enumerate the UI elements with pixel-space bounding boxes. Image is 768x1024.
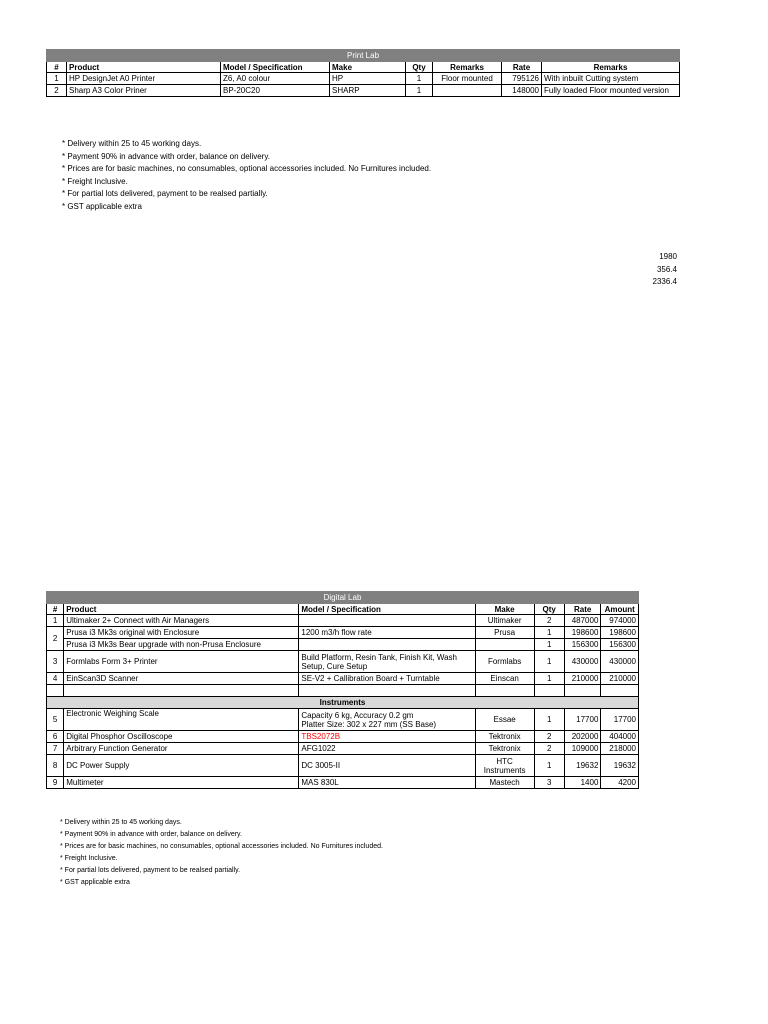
table-row xyxy=(47,73,680,85)
cell-amount: 17700 xyxy=(601,709,639,731)
col-header-rate: Rate xyxy=(564,604,600,615)
table-row xyxy=(47,709,639,731)
cell-product: Electronic Weighing Scale xyxy=(64,709,299,731)
cell-no: 9 xyxy=(47,777,64,789)
col-header-model: Model / Specification xyxy=(221,62,330,73)
col-header-remarks: Remarks xyxy=(433,62,502,73)
note-item: * Freight Inclusive. xyxy=(60,855,118,862)
cell-make: Mastech xyxy=(475,777,534,789)
note-item: * For partial lots delivered, payment to be realsed partially. xyxy=(62,189,268,198)
table-row xyxy=(47,639,639,651)
cell-qty: 2 xyxy=(534,743,564,755)
cell-make: Ultimaker xyxy=(475,615,534,627)
note-item: * Delivery within 25 to 45 working days. xyxy=(60,819,182,826)
cell-qty: 1 xyxy=(534,651,564,673)
cell-qty: 1 xyxy=(534,627,564,639)
col-header-model: Model / Specification xyxy=(299,604,475,615)
note-item: * Freight Inclusive. xyxy=(62,176,128,186)
cell-model xyxy=(299,615,475,627)
cell-qty: 1 xyxy=(534,709,564,731)
cell-rate: 202000 xyxy=(564,731,600,743)
cell-rate: 17700 xyxy=(564,709,600,731)
table-row xyxy=(47,755,639,777)
cell-qty: 3 xyxy=(534,777,564,789)
cell-qty: 1 xyxy=(534,755,564,777)
cell-make: Tektronix xyxy=(475,731,534,743)
cell-amount: 210000 xyxy=(601,673,639,685)
cell-model: Z6, A0 colour xyxy=(221,73,330,85)
col-header-no: # xyxy=(47,62,67,73)
cell-model-line-2: Platter Size: 302 x 227 mm (SS Base) xyxy=(301,719,437,729)
cell-product: Sharp A3 Color Priner xyxy=(67,85,221,97)
cell-model xyxy=(299,639,475,651)
cell-model: DC 3005-II xyxy=(299,755,475,777)
cell-product: Prusa i3 Mk3s original with Enclosure xyxy=(64,627,299,639)
col-header-product: Product xyxy=(64,604,299,615)
digital-lab-title: Digital Lab xyxy=(47,592,639,604)
cell-no: 5 xyxy=(47,709,64,731)
print-lab-notes xyxy=(62,138,431,213)
cell-model: 1200 m3/h flow rate xyxy=(299,627,475,639)
cell-amount: 404000 xyxy=(601,731,639,743)
col-header-make: Make xyxy=(330,62,406,73)
total-value: 2336.4 xyxy=(652,277,677,286)
cell-qty: 2 xyxy=(534,615,564,627)
note-item: * Payment 90% in advance with order, balance on delivery. xyxy=(60,831,242,838)
cell-no: 2 xyxy=(47,627,64,651)
cell-product: Prusa i3 Mk3s Bear upgrade with non-Prusa Enclosure xyxy=(64,639,299,651)
cell-amount: 4200 xyxy=(601,777,639,789)
totals-column xyxy=(653,251,677,289)
cell-no: 7 xyxy=(47,743,64,755)
cell-amount: 218000 xyxy=(601,743,639,755)
cell-remarks-2: Fully loaded Floor mounted version xyxy=(542,85,680,97)
cell-no: 4 xyxy=(47,673,64,685)
note-item: * For partial lots delivered, payment to be realsed partially. xyxy=(60,867,241,874)
note-item: * Delivery within 25 to 45 working days. xyxy=(62,139,202,148)
note-item: * Prices are for basic machines, no consumables, optional accessories included. No Furnitures included. xyxy=(60,843,383,850)
cell-model: MAS 830L xyxy=(299,777,475,789)
table-row xyxy=(47,615,639,627)
col-header-no: # xyxy=(47,604,64,615)
cell-amount: 430000 xyxy=(601,651,639,673)
cell-model: Build Platform, Resin Tank, Finish Kit, Wash Setup, Cure Setup xyxy=(299,651,475,673)
col-header-remarks-2: Remarks xyxy=(542,62,680,73)
cell-model: AFG1022 xyxy=(299,743,475,755)
cell-rate: 148000 xyxy=(502,85,542,97)
note-item: * GST applicable extra xyxy=(62,201,142,211)
cell-no: 8 xyxy=(47,755,64,777)
cell-amount: 19632 xyxy=(601,755,639,777)
table-row xyxy=(47,651,639,673)
cell-make: Prusa xyxy=(475,627,534,639)
cell-make: SHARP xyxy=(330,85,406,97)
cell-product: Formlabs Form 3+ Printer xyxy=(64,651,299,673)
cell-make: HP xyxy=(330,73,406,85)
table-row xyxy=(47,627,639,639)
print-lab-table xyxy=(46,49,680,97)
cell-product: HP DesignJet A0 Printer xyxy=(67,73,221,85)
col-header-amount: Amount xyxy=(601,604,639,615)
cell-rate: 210000 xyxy=(564,673,600,685)
cell-model: SE-V2 + Callibration Board + Turntable xyxy=(299,673,475,685)
cell-rate: 430000 xyxy=(564,651,600,673)
section-header-row xyxy=(47,697,639,709)
cell-rate: 198600 xyxy=(564,627,600,639)
table-row xyxy=(47,777,639,789)
col-header-qty: Qty xyxy=(534,604,564,615)
cell-rate: 109000 xyxy=(564,743,600,755)
cell-amount: 156300 xyxy=(601,639,639,651)
col-header-qty: Qty xyxy=(406,62,433,73)
cell-make: Einscan xyxy=(475,673,534,685)
col-header-make: Make xyxy=(475,604,534,615)
cell-amount: 198600 xyxy=(601,627,639,639)
cell-rate: 156300 xyxy=(564,639,600,651)
digital-lab-notes xyxy=(60,817,383,889)
cell-product: EinScan3D Scanner xyxy=(64,673,299,685)
cell-make: Formlabs xyxy=(475,651,534,673)
cell-remarks xyxy=(433,85,502,97)
section-header-instruments: Instruments xyxy=(47,697,639,709)
cell-rate: 795126 xyxy=(502,73,542,85)
cell-no: 3 xyxy=(47,651,64,673)
cell-no: 1 xyxy=(47,615,64,627)
col-header-product: Product xyxy=(67,62,221,73)
cell-no: 2 xyxy=(47,85,67,97)
cell-rate: 487000 xyxy=(564,615,600,627)
cell-model: TBS2072B xyxy=(299,731,475,743)
cell-rate: 19632 xyxy=(564,755,600,777)
cell-model: BP-20C20 xyxy=(221,85,330,97)
cell-no: 1 xyxy=(47,73,67,85)
blank-row xyxy=(47,685,639,697)
col-header-rate: Rate xyxy=(502,62,542,73)
table-row xyxy=(47,85,680,97)
cell-make: HTC Instruments xyxy=(475,755,534,777)
digital-lab-table xyxy=(46,591,639,789)
cell-model xyxy=(299,709,475,731)
cell-make xyxy=(475,639,534,651)
table-row xyxy=(47,743,639,755)
cell-remarks: Floor mounted xyxy=(433,73,502,85)
table-row xyxy=(47,673,639,685)
cell-qty: 1 xyxy=(534,673,564,685)
print-lab-title: Print Lab xyxy=(47,50,680,62)
cell-product: Digital Phosphor Oscilloscope xyxy=(64,731,299,743)
cell-product: Arbitrary Function Generator xyxy=(64,743,299,755)
cell-product: Multimeter xyxy=(64,777,299,789)
cell-no: 6 xyxy=(47,731,64,743)
total-value: 356.4 xyxy=(656,264,677,274)
cell-rate: 1400 xyxy=(564,777,600,789)
cell-product: DC Power Supply xyxy=(64,755,299,777)
note-item: * Payment 90% in advance with order, balance on delivery. xyxy=(62,151,270,161)
table-row xyxy=(47,731,639,743)
cell-qty: 1 xyxy=(534,639,564,651)
total-value: 1980 xyxy=(659,252,677,261)
cell-make: Essae xyxy=(475,709,534,731)
cell-amount: 974000 xyxy=(601,615,639,627)
cell-qty: 1 xyxy=(406,73,433,85)
cell-model-line-1: Capacity 6 kg, Accuracy 0.2 gm xyxy=(301,710,414,720)
cell-remarks-2: With inbuilt Cutting system xyxy=(542,73,680,85)
cell-make: Tektronix xyxy=(475,743,534,755)
cell-qty: 2 xyxy=(534,731,564,743)
note-item: * Prices are for basic machines, no consumables, optional accessories included. No Furnitures included. xyxy=(62,164,432,173)
cell-qty: 1 xyxy=(406,85,433,97)
note-item: * GST applicable extra xyxy=(60,879,130,886)
cell-product: Ultimaker 2+ Connect with Air Managers xyxy=(64,615,299,627)
